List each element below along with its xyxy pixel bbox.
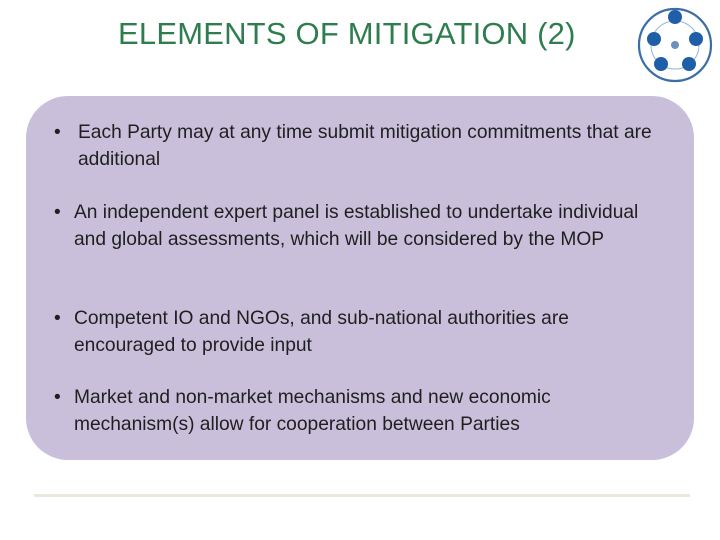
logo-node-bottom-right (682, 57, 696, 71)
logo-node-center (671, 41, 679, 49)
logo-node-top (668, 10, 682, 24)
bullet-text: Market and non-market mechanisms and new economic mechanism(s) allow for cooperation between Parties (74, 387, 551, 435)
bullet-dot: • (54, 387, 61, 408)
bullet-item-4 (26, 385, 666, 438)
content-panel (26, 96, 694, 460)
bullet-item-1 (26, 120, 666, 173)
cycle-diagram-logo (634, 4, 716, 86)
logo-node-left (647, 32, 661, 46)
bullet-dot: • (54, 122, 61, 143)
bullet-item-2 (26, 200, 666, 253)
bullet-text: Competent IO and NGOs, and sub-national authorities are encouraged to provide input (74, 308, 569, 356)
bullet-dot: • (54, 308, 61, 329)
bullet-text: Each Party may at any time submit mitigation commitments that are additional (78, 122, 652, 170)
logo-node-bottom-left (654, 57, 668, 71)
bullet-dot: • (54, 202, 61, 223)
logo-node-right (689, 32, 703, 46)
bullet-item-3 (26, 306, 666, 359)
slide-title: ELEMENTS OF MITIGATION (2) (118, 16, 576, 51)
bullet-text: An independent expert panel is established to undertake individual and global assessments, which will be considered by the MOP (74, 202, 639, 250)
footer-divider (34, 494, 690, 497)
